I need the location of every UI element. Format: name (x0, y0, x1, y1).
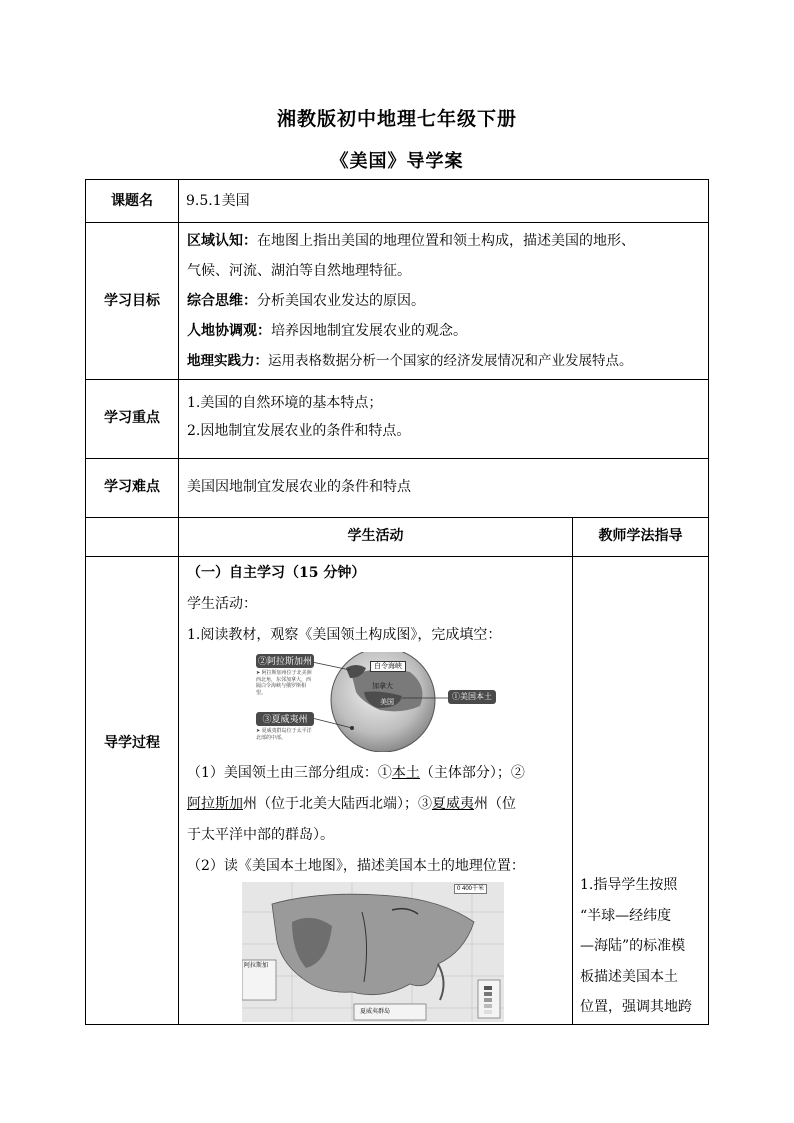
us-mainland-map (242, 882, 504, 1022)
goal-item (187, 226, 707, 256)
goal-text: 培养因地制宜发展农业的观念。 (271, 323, 467, 339)
row-divider (85, 458, 709, 459)
keypoint-item: 1.美国的自然环境的基本特点； (187, 395, 383, 411)
keypoint-item: 2.因地制宜发展农业的条件和特点。 (187, 423, 411, 439)
goal-text: 运用表格数据分析一个国家的经济发展情况和产业发展特点。 (268, 353, 633, 369)
goal-key: 地理实践力： (187, 353, 268, 369)
topic-label: 课题名 (111, 193, 153, 209)
answer-hawaii: 夏威夷 (432, 796, 474, 812)
canada-label: 加拿大 (372, 683, 393, 690)
goals-label: 学习目标 (104, 293, 160, 309)
table-border-right (708, 179, 709, 1025)
keypoints-label: 学习重点 (104, 410, 160, 426)
mainland-label-box (448, 690, 496, 704)
q1-text: 州（位 (474, 796, 516, 812)
section-heading: （一）自主学习（15 分钟） (187, 565, 366, 581)
difficulty-label: 学习难点 (104, 479, 160, 495)
goal-text: 分析美国农业发达的原因。 (257, 293, 425, 309)
alaska-inset-label: 阿拉斯加 (244, 963, 269, 969)
goals-list (187, 226, 707, 376)
goal-key: 综合思维： (187, 293, 257, 309)
goal-text: 气候、河流、湖泊等自然地理特征。 (187, 263, 411, 279)
document-title: 湘教版初中地理七年级下册 (276, 108, 517, 130)
q1-text: （主体部分）；② (419, 765, 525, 781)
florida-shape (438, 964, 444, 1000)
alaska-label: ②阿拉斯加州 (257, 656, 312, 666)
guidance-line: 1.指导学生按照 (580, 877, 678, 893)
process-label: 导学过程 (104, 735, 160, 751)
question-2: （2）读《美国本土地图》，描述美国本土的地理位置： (187, 858, 525, 874)
column-divider (178, 179, 179, 1025)
guidance-line: 板描述美国本土 (580, 968, 678, 985)
alaska-label-box (256, 654, 314, 668)
scale-label: 0 400千米 (454, 884, 487, 894)
goal-item (187, 346, 707, 376)
q1-text: 州（位于北美大陆西北端）；③ (243, 796, 432, 812)
row-divider (85, 379, 709, 380)
hawaii-note: ➤ 夏威夷群岛位于太平洋北部的中部。 (256, 728, 312, 741)
guidance-line: —海陆”的标准模 (580, 938, 686, 954)
usa-label: 美国 (380, 699, 394, 706)
mainland-label: ①美国本土 (452, 692, 492, 701)
alaska-note: ➤ 阿拉斯加州位于北美洲西北角，东邻加拿大，西隔白令海峡与俄罗斯相望。 (256, 670, 312, 696)
question-1-line-3: 于太平洋中部的群岛）。 (187, 827, 334, 843)
goal-key: 人地协调观： (187, 323, 271, 339)
column-header-teacher: 教师学法指导 (598, 528, 683, 544)
us-mainland-figure (242, 882, 504, 1022)
teacher-guidance (580, 870, 706, 1023)
column-divider-teacher (572, 517, 573, 1025)
answer-alaska: 阿拉斯加 (187, 796, 243, 812)
task-1: 1.阅读教材，观察《美国领土构成图》，完成填空： (187, 627, 502, 643)
goal-item (187, 256, 707, 286)
guidance-line: “半球—经纬度 (580, 907, 672, 924)
goal-item (187, 286, 707, 316)
answer-mainland: 本土 (391, 765, 420, 781)
guidance-line: 位置，强调其地跨 (580, 999, 692, 1015)
bering-label: 白令海峡 (370, 661, 406, 672)
question-1-line-1 (187, 758, 525, 788)
row-divider (85, 556, 709, 557)
goal-key: 区域认知： (187, 233, 257, 249)
activity-label: 学生活动： (187, 596, 257, 612)
hawaii-label-box (256, 712, 314, 726)
row-divider (85, 517, 709, 518)
question-1-line-2 (187, 789, 516, 819)
q1-text: （1）美国领土由三部分组成：① (187, 765, 392, 781)
hawaii-label: ③夏威夷州 (262, 714, 308, 724)
difficulty-value: 美国因地制宜发展农业的条件和特点 (187, 479, 411, 495)
us-territory-figure (252, 652, 498, 752)
hawaii-inset-label: 夏威夷群岛 (360, 1009, 391, 1015)
goal-item (187, 316, 707, 346)
document-subtitle: 《美国》导学案 (330, 151, 464, 172)
column-header-student: 学生活动 (347, 528, 404, 544)
goal-text: 在地图上指出美国的地理位置和领土构成，描述美国的地形、 (257, 233, 635, 249)
topic-value: 9.5.1美国 (186, 193, 250, 209)
row-divider (85, 222, 709, 223)
